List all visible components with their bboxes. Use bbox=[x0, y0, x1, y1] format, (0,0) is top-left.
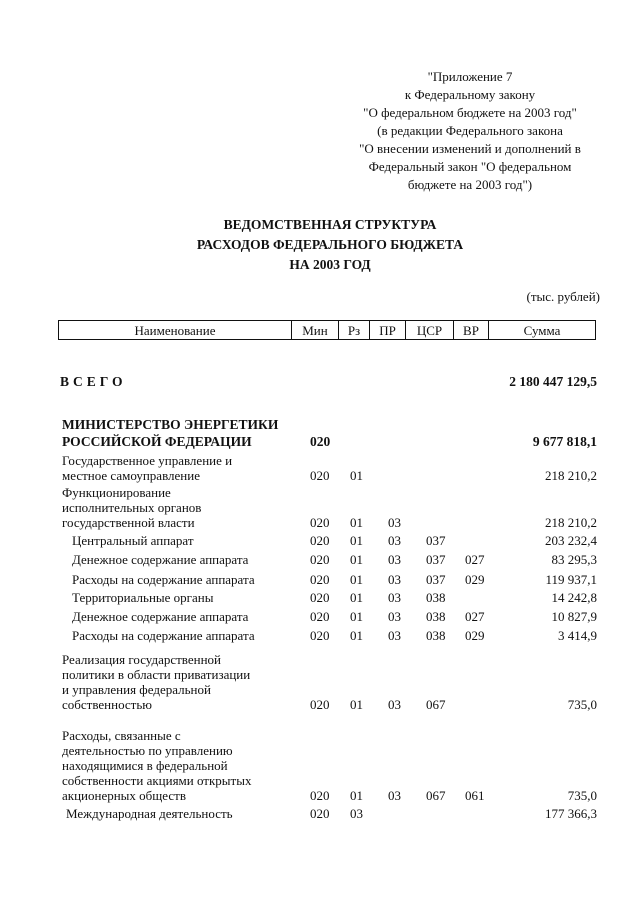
row-pr: 03 bbox=[388, 788, 401, 803]
row-rz: 01 bbox=[350, 788, 363, 803]
row-csr: 037 bbox=[426, 533, 446, 548]
header-sum: Сумма bbox=[488, 321, 595, 339]
row-vr: 029 bbox=[465, 628, 485, 643]
title-line: РАСХОДОВ ФЕДЕРАЛЬНОГО БЮДЖЕТА bbox=[196, 237, 464, 252]
row-name: Расходы, связанные с деятельностью по управлению находящимися в федеральной собственности акциями открытых акционерных обществ bbox=[62, 728, 252, 803]
row-csr: 037 bbox=[426, 552, 446, 567]
row-min: 020 bbox=[310, 806, 330, 821]
table-row bbox=[0, 552, 640, 567]
row-csr: 038 bbox=[426, 628, 446, 643]
row-pr: 03 bbox=[388, 609, 401, 624]
row-sum: 119 937,1 bbox=[545, 572, 597, 587]
table-row bbox=[0, 609, 640, 624]
row-rz: 01 bbox=[350, 572, 363, 587]
row-rz: 01 bbox=[350, 468, 363, 483]
row-csr: 067 bbox=[426, 697, 446, 712]
document-title bbox=[120, 215, 540, 275]
row-min: 020 bbox=[310, 572, 330, 587]
units-label: (тыс. рублей) bbox=[526, 289, 600, 304]
appendix-line: Федеральный закон "О федеральном bbox=[368, 159, 572, 174]
row-rz: 01 bbox=[350, 533, 363, 548]
row-sum: 735,0 bbox=[567, 697, 597, 712]
row-min: 020 bbox=[310, 552, 330, 567]
row-vr: 029 bbox=[465, 572, 485, 587]
row-pr: 03 bbox=[388, 552, 401, 567]
title-line: ВЕДОМСТВЕННАЯ СТРУКТУРА bbox=[223, 217, 437, 232]
table-row bbox=[0, 728, 640, 803]
table-row bbox=[0, 416, 640, 450]
row-min: 020 bbox=[310, 533, 330, 548]
row-name: Функционирование исполнительных органов государственной власти bbox=[62, 485, 202, 530]
row-rz: 01 bbox=[350, 609, 363, 624]
row-sum: 203 232,4 bbox=[545, 533, 597, 548]
header-csr: ЦСР bbox=[405, 321, 453, 339]
row-sum: 10 827,9 bbox=[551, 609, 597, 624]
total-value: 2 180 447 129,5 bbox=[509, 374, 597, 389]
appendix-line: "О внесении изменений и дополнений в bbox=[359, 141, 581, 156]
appendix-line: (в редакции Федерального закона bbox=[377, 123, 563, 138]
header-min: Мин bbox=[291, 321, 338, 339]
total-label: ВСЕГО bbox=[60, 374, 127, 389]
row-name: Государственное управление и местное самоуправление bbox=[62, 453, 233, 483]
row-vr: 027 bbox=[465, 609, 485, 624]
row-min: 020 bbox=[310, 590, 330, 605]
appendix-line: "Приложение 7 bbox=[427, 69, 513, 84]
row-name: Денежное содержание аппарата bbox=[72, 609, 249, 624]
header-name: Наименование bbox=[134, 323, 216, 338]
row-min: 020 bbox=[310, 788, 330, 803]
row-csr: 038 bbox=[426, 590, 446, 605]
row-name: Расходы на содержание аппарата bbox=[72, 628, 255, 643]
table-row bbox=[0, 453, 640, 483]
row-sum: 177 366,3 bbox=[545, 806, 597, 821]
row-min: 020 bbox=[310, 434, 331, 449]
table-row bbox=[0, 628, 640, 643]
row-pr: 03 bbox=[388, 697, 401, 712]
row-csr: 067 bbox=[426, 788, 446, 803]
table-row bbox=[0, 652, 640, 712]
row-pr: 03 bbox=[388, 590, 401, 605]
row-rz: 03 bbox=[350, 806, 363, 821]
row-sum: 218 210,2 bbox=[545, 468, 597, 483]
appendix-line: "О федеральном бюджете на 2003 год" bbox=[363, 105, 577, 120]
row-pr: 03 bbox=[388, 628, 401, 643]
row-name: Денежное содержание аппарата bbox=[72, 552, 249, 567]
row-rz: 01 bbox=[350, 697, 363, 712]
table-row bbox=[0, 533, 640, 548]
row-sum: 735,0 bbox=[567, 788, 597, 803]
row-sum: 14 242,8 bbox=[551, 590, 597, 605]
header-rz: Рз bbox=[338, 321, 369, 339]
appendix-note bbox=[320, 68, 620, 194]
table-header bbox=[58, 320, 596, 340]
row-rz: 01 bbox=[350, 590, 363, 605]
row-rz: 01 bbox=[350, 552, 363, 567]
row-min: 020 bbox=[310, 697, 330, 712]
row-sum: 218 210,2 bbox=[545, 515, 597, 530]
row-name: МИНИСТЕРСТВО ЭНЕРГЕТИКИ РОССИЙСКОЙ ФЕДЕРАЦИИ bbox=[62, 417, 279, 449]
row-min: 020 bbox=[310, 628, 330, 643]
row-name: Расходы на содержание аппарата bbox=[72, 572, 255, 587]
appendix-line: к Федеральному закону bbox=[404, 87, 536, 102]
table-row bbox=[0, 806, 640, 821]
table-row bbox=[0, 590, 640, 605]
row-min: 020 bbox=[310, 468, 330, 483]
table-row bbox=[0, 572, 640, 587]
row-csr: 037 bbox=[426, 572, 446, 587]
row-name: Территориальные органы bbox=[72, 590, 214, 605]
row-min: 020 bbox=[310, 609, 330, 624]
row-pr: 03 bbox=[388, 572, 401, 587]
row-rz: 01 bbox=[350, 628, 363, 643]
row-sum: 83 295,3 bbox=[551, 552, 597, 567]
row-sum: 9 677 818,1 bbox=[532, 434, 597, 449]
row-vr: 027 bbox=[465, 552, 485, 567]
row-pr: 03 bbox=[388, 533, 401, 548]
header-vr: ВР bbox=[453, 321, 488, 339]
title-line: НА 2003 ГОД bbox=[289, 257, 371, 272]
row-name: Реализация государственной политики в области приватизации и управления федеральной собственностью bbox=[62, 652, 251, 712]
row-min: 020 bbox=[310, 515, 330, 530]
row-pr: 03 bbox=[388, 515, 401, 530]
header-pr: ПР bbox=[369, 321, 405, 339]
appendix-line: бюджете на 2003 год") bbox=[407, 177, 533, 192]
row-vr: 061 bbox=[465, 788, 485, 803]
row-name: Международная деятельность bbox=[66, 806, 233, 821]
row-csr: 038 bbox=[426, 609, 446, 624]
row-name: Центральный аппарат bbox=[72, 533, 194, 548]
row-rz: 01 bbox=[350, 515, 363, 530]
table-row bbox=[0, 485, 640, 530]
row-sum: 3 414,9 bbox=[558, 628, 597, 643]
